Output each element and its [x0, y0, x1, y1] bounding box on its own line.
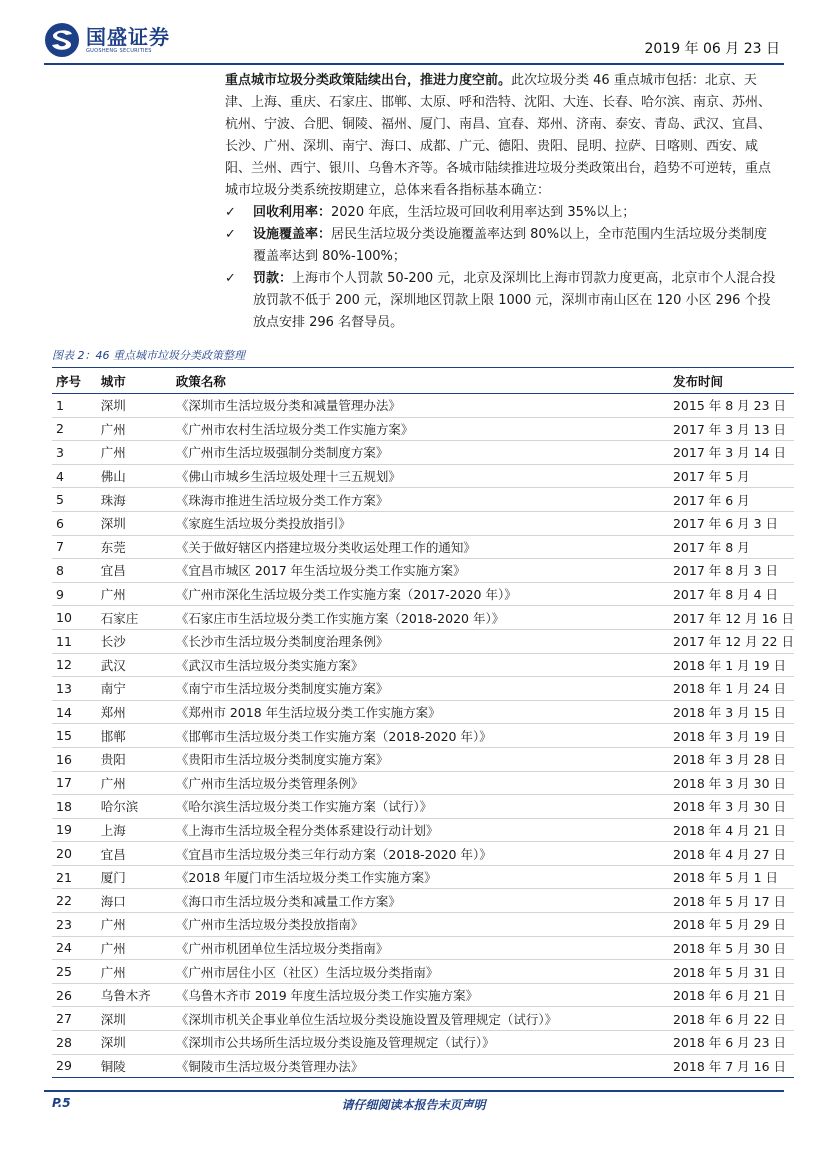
table-row: [52, 700, 794, 724]
table-row: [52, 842, 794, 866]
cell-no: 22: [52, 889, 97, 913]
cell-date: 2018 年 5 月 31 日: [669, 960, 794, 984]
cell-date: 2017 年 6 月 3 日: [669, 511, 794, 535]
table-row: [52, 488, 794, 512]
cell-city: 东莞: [97, 535, 172, 559]
cell-policy: 《上海市生活垃圾全程分类体系建设行动计划》: [172, 818, 669, 842]
cell-city: 海口: [97, 889, 172, 913]
cell-policy: 《广州市生活垃圾分类管理条例》: [172, 771, 669, 795]
cell-policy: 《铜陵市生活垃圾分类管理办法》: [172, 1054, 669, 1078]
cell-no: 3: [52, 441, 97, 465]
cell-city: 广州: [97, 441, 172, 465]
cell-policy: 《郑州市 2018 年生活垃圾分类工作实施方案》: [172, 700, 669, 724]
table-body: [52, 394, 794, 1078]
cell-city: 长沙: [97, 629, 172, 653]
cell-date: 2018 年 7 月 16 日: [669, 1054, 794, 1078]
cell-city: 广州: [97, 417, 172, 441]
column-header-policy: 政策名称: [172, 368, 669, 394]
cell-policy: 《贵阳市生活垃圾分类制度实施方案》: [172, 747, 669, 771]
cell-city: 南宁: [97, 677, 172, 701]
cell-no: 26: [52, 983, 97, 1007]
cell-city: 宜昌: [97, 842, 172, 866]
table-row: [52, 511, 794, 535]
check-icon: ✓: [225, 227, 236, 242]
cell-policy: 《宜昌市生活垃圾分类三年行动方案（2018-2020 年）》: [172, 842, 669, 866]
page-header: [44, 22, 784, 64]
brand-subtitle: GUOSHENG SECURITIES: [86, 47, 152, 54]
cell-city: 贵阳: [97, 747, 172, 771]
bullet-title: 回收利用率：: [253, 205, 332, 220]
cell-no: 18: [52, 795, 97, 819]
bullet-item: [225, 224, 780, 268]
cell-policy: 《石家庄市生活垃圾分类工作实施方案（2018-2020 年）》: [172, 606, 669, 630]
cell-policy: 《广州市深化生活垃圾分类工作实施方案（2017-2020 年）》: [172, 582, 669, 606]
cell-date: 2018 年 3 月 15 日: [669, 700, 794, 724]
figure-caption: 图表 2：46 重点城市垃圾分类政策整理: [52, 349, 245, 362]
header-divider: [44, 63, 784, 65]
cell-date: 2017 年 3 月 13 日: [669, 417, 794, 441]
cell-date: 2018 年 3 月 28 日: [669, 747, 794, 771]
cell-no: 4: [52, 464, 97, 488]
cell-policy: 《广州市生活垃圾强制分类制度方案》: [172, 441, 669, 465]
cell-city: 广州: [97, 582, 172, 606]
table-row: [52, 606, 794, 630]
cell-city: 上海: [97, 818, 172, 842]
cell-policy: 《海口市生活垃圾分类和减量工作方案》: [172, 889, 669, 913]
table-row: [52, 629, 794, 653]
report-date: 2019 年 06 月 23 日: [644, 41, 780, 57]
table-header-row: [52, 368, 794, 394]
cell-city: 佛山: [97, 464, 172, 488]
table-row: [52, 559, 794, 583]
cell-city: 铜陵: [97, 1054, 172, 1078]
cell-date: 2018 年 1 月 19 日: [669, 653, 794, 677]
cell-no: 11: [52, 629, 97, 653]
table-row: [52, 771, 794, 795]
cell-date: 2018 年 6 月 23 日: [669, 1031, 794, 1055]
cell-date: 2018 年 4 月 21 日: [669, 818, 794, 842]
cell-policy: 《长沙市生活垃圾分类制度治理条例》: [172, 629, 669, 653]
cell-policy: 《珠海市推进生活垃圾分类工作方案》: [172, 488, 669, 512]
cell-no: 23: [52, 913, 97, 937]
table-row: [52, 818, 794, 842]
cell-no: 28: [52, 1031, 97, 1055]
table-row: [52, 913, 794, 937]
cell-policy: 《深圳市机关企事业单位生活垃圾分类设施设置及管理规定（试行）》: [172, 1007, 669, 1031]
table-row: [52, 724, 794, 748]
footer-divider: [44, 1090, 784, 1092]
intro-paragraph: [225, 70, 780, 202]
cell-city: 珠海: [97, 488, 172, 512]
cell-no: 9: [52, 582, 97, 606]
cell-policy: 《邯郸市生活垃圾分类工作实施方案（2018-2020 年）》: [172, 724, 669, 748]
cell-no: 6: [52, 511, 97, 535]
cell-date: 2015 年 8 月 23 日: [669, 394, 794, 418]
cell-no: 13: [52, 677, 97, 701]
cell-no: 29: [52, 1054, 97, 1078]
column-header-city: 城市: [97, 368, 172, 394]
cell-city: 深圳: [97, 511, 172, 535]
cell-city: 乌鲁木齐: [97, 983, 172, 1007]
cell-no: 8: [52, 559, 97, 583]
bullet-item: [225, 268, 780, 334]
cell-policy: 《家庭生活垃圾分类投放指引》: [172, 511, 669, 535]
cell-policy: 《武汉市生活垃圾分类实施方案》: [172, 653, 669, 677]
cell-policy: 《2018 年厦门市生活垃圾分类工作实施方案》: [172, 865, 669, 889]
table-row: [52, 653, 794, 677]
cell-city: 邯郸: [97, 724, 172, 748]
cell-city: 广州: [97, 913, 172, 937]
cell-date: 2018 年 6 月 22 日: [669, 1007, 794, 1031]
cell-no: 12: [52, 653, 97, 677]
table-row: [52, 441, 794, 465]
check-icon: ✓: [225, 205, 236, 220]
cell-policy: 《广州市农村生活垃圾分类工作实施方案》: [172, 417, 669, 441]
cell-city: 广州: [97, 960, 172, 984]
check-icon: ✓: [225, 271, 236, 286]
cell-date: 2018 年 5 月 17 日: [669, 889, 794, 913]
cell-policy: 《佛山市城乡生活垃圾处理十三五规划》: [172, 464, 669, 488]
cell-date: 2017 年 8 月: [669, 535, 794, 559]
cell-policy: 《乌鲁木齐市 2019 年度生活垃圾分类工作实施方案》: [172, 983, 669, 1007]
cell-policy: 《深圳市生活垃圾分类和减量管理办法》: [172, 394, 669, 418]
disclaimer-note: 请仔细阅读本报告末页声明: [341, 1098, 486, 1112]
table-row: [52, 464, 794, 488]
cell-city: 厦门: [97, 865, 172, 889]
cell-date: 2017 年 12 月 22 日: [669, 629, 794, 653]
bullet-item: [225, 202, 780, 224]
table-row: [52, 865, 794, 889]
column-header-no: 序号: [52, 368, 97, 394]
table-row: [52, 535, 794, 559]
cell-no: 24: [52, 936, 97, 960]
cell-policy: 《广州市生活垃圾分类投放指南》: [172, 913, 669, 937]
cell-no: 15: [52, 724, 97, 748]
table-row: [52, 795, 794, 819]
cell-no: 1: [52, 394, 97, 418]
cell-policy: 《深圳市公共场所生活垃圾分类设施及管理规定（试行）》: [172, 1031, 669, 1055]
cell-date: 2018 年 5 月 1 日: [669, 865, 794, 889]
cell-no: 20: [52, 842, 97, 866]
cell-policy: 《南宁市生活垃圾分类制度实施方案》: [172, 677, 669, 701]
cell-no: 27: [52, 1007, 97, 1031]
cell-no: 21: [52, 865, 97, 889]
table-row: [52, 1031, 794, 1055]
cell-date: 2017 年 8 月 4 日: [669, 582, 794, 606]
table-row: [52, 747, 794, 771]
table-row: [52, 1054, 794, 1078]
cell-no: 14: [52, 700, 97, 724]
cell-city: 石家庄: [97, 606, 172, 630]
table-row: [52, 889, 794, 913]
cell-policy: 《宜昌市城区 2017 年生活垃圾分类工作实施方案》: [172, 559, 669, 583]
cell-city: 宜昌: [97, 559, 172, 583]
page-number: P.5: [52, 1096, 71, 1110]
cell-date: 2018 年 5 月 29 日: [669, 913, 794, 937]
cell-date: 2017 年 12 月 16 日: [669, 606, 794, 630]
table-row: [52, 936, 794, 960]
bullet-title: 罚款：: [253, 271, 293, 286]
cell-policy: 《关于做好辖区内搭建垃圾分类收运处理工作的通知》: [172, 535, 669, 559]
cell-date: 2017 年 6 月: [669, 488, 794, 512]
cell-date: 2018 年 5 月 30 日: [669, 936, 794, 960]
bullet-list: [225, 202, 780, 334]
cell-city: 广州: [97, 771, 172, 795]
cell-city: 深圳: [97, 1007, 172, 1031]
cell-date: 2017 年 5 月: [669, 464, 794, 488]
intro-lead: 重点城市垃圾分类政策陆续出台，推进力度空前。: [225, 73, 512, 88]
cell-date: 2018 年 3 月 30 日: [669, 795, 794, 819]
table-row: [52, 677, 794, 701]
cell-date: 2018 年 3 月 30 日: [669, 771, 794, 795]
cell-city: 深圳: [97, 394, 172, 418]
cell-date: 2017 年 3 月 14 日: [669, 441, 794, 465]
intro-section: [225, 70, 780, 334]
cell-city: 郑州: [97, 700, 172, 724]
cell-date: 2018 年 3 月 19 日: [669, 724, 794, 748]
cell-no: 17: [52, 771, 97, 795]
cell-city: 哈尔滨: [97, 795, 172, 819]
cell-date: 2018 年 1 月 24 日: [669, 677, 794, 701]
cell-policy: 《广州市居住小区（社区）生活垃圾分类指南》: [172, 960, 669, 984]
cell-no: 7: [52, 535, 97, 559]
cell-no: 25: [52, 960, 97, 984]
bullet-text: 居民生活垃圾分类设施覆盖率达到 80%以上，全市范围内生活垃圾分类制度覆盖率达到 80%-100%；: [253, 227, 768, 264]
bullet-text: 2020 年底，生活垃圾可回收利用率达到 35%以上；: [331, 205, 636, 220]
brand-logo: [44, 22, 170, 58]
policy-table: [52, 367, 794, 1078]
table-row: [52, 417, 794, 441]
cell-no: 10: [52, 606, 97, 630]
table-row: [52, 983, 794, 1007]
cell-no: 5: [52, 488, 97, 512]
brand-logo-icon: [44, 22, 80, 58]
table-row: [52, 960, 794, 984]
intro-text: 此次垃圾分类 46 重点城市包括：北京、天津、上海、重庆、石家庄、邯郸、太原、呼和浩特、沈阳、大连、长春、哈尔滨、南京、苏州、杭州、宁波、合肥、铜陵、福州、厦门、南昌、宜春、郑州、济南、泰安、青岛、武汉、宜昌、长沙、广州、深圳、南宁、海口、成都、广元、德阳、贵阳、昆明、拉萨、日喀则、西安、咸阳、兰州、西宁、银川、乌鲁木齐等。各城市陆续推进垃圾分类政策出台，趋势不可逆转，重点城市垃圾分类系统按期建立，总体来看各指标基本确立：: [225, 73, 772, 198]
table-row: [52, 394, 794, 418]
cell-policy: 《广州市机团单位生活垃圾分类指南》: [172, 936, 669, 960]
bullet-text: 上海市个人罚款 50-200 元，北京及深圳比上海市罚款力度更高，北京市个人混合投放罚款不低于 200 元，深圳地区罚款上限 1000 元，深圳市南山区在 120 小区 296 个投放点安排 296 名督导员。: [253, 271, 776, 330]
table-row: [52, 582, 794, 606]
column-header-date: 发布时间: [669, 368, 794, 394]
cell-no: 19: [52, 818, 97, 842]
cell-city: 武汉: [97, 653, 172, 677]
cell-policy: 《哈尔滨生活垃圾分类工作实施方案（试行）》: [172, 795, 669, 819]
bullet-title: 设施覆盖率：: [253, 227, 332, 242]
cell-city: 广州: [97, 936, 172, 960]
cell-no: 16: [52, 747, 97, 771]
cell-city: 深圳: [97, 1031, 172, 1055]
cell-date: 2018 年 4 月 27 日: [669, 842, 794, 866]
table-row: [52, 1007, 794, 1031]
cell-date: 2017 年 8 月 3 日: [669, 559, 794, 583]
cell-no: 2: [52, 417, 97, 441]
brand-name: 国盛证券: [86, 24, 170, 49]
cell-date: 2018 年 6 月 21 日: [669, 983, 794, 1007]
